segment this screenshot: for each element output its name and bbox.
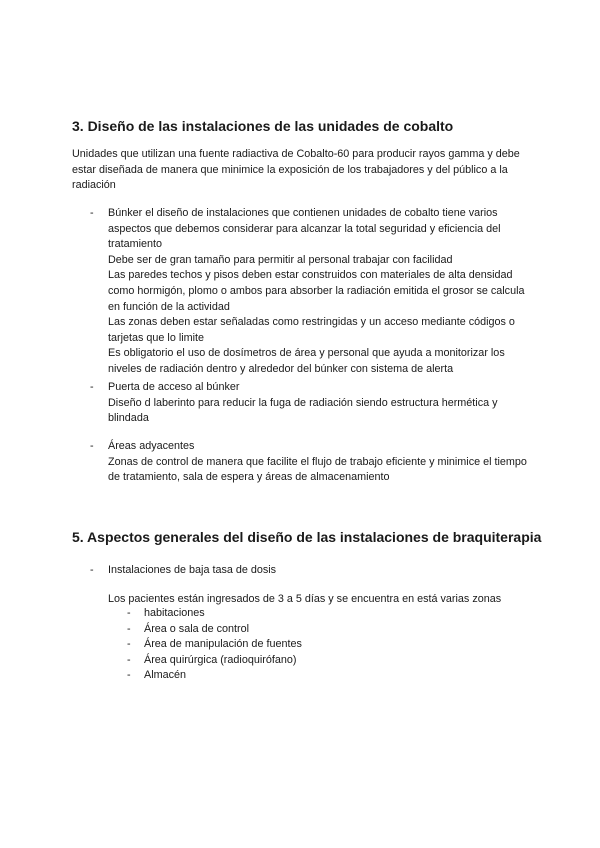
bunker-description: Búnker el diseño de instalaciones que contienen unidades de cobalto tiene varios aspectos que debemos considerar para alcanzar la total seguridad y eficiencia del tratamiento [108,207,501,251]
zone-label: Área quirúrgica (radioquirófano) [144,653,297,666]
bullet-marker: - [90,381,94,393]
bunker-walls-note: Las paredes techos y pisos deben estar construidos con materiales de alta densidad como hormigón, plomo o ambos para absorber la radiación emitida el grosor se calcula en función de la actividad [108,269,525,313]
zone-label: Almacén [144,669,187,682]
zone-label: habitaciones [144,607,205,619]
bullet-marker: - [127,622,131,635]
door-bullet-list [0,380,532,427]
list-item [0,637,544,653]
bullet-marker: - [90,564,94,576]
zone-label: Área de manipulación de fuentes [144,638,302,651]
list-item [0,668,544,684]
list-item [0,206,532,378]
low-dose-bullet-list [0,563,532,579]
list-item [0,622,544,638]
bullet-marker: - [127,638,131,651]
low-dose-heading: Instalaciones de baja tasa de dosis [108,564,277,576]
list-item [0,380,532,427]
bullet-marker: - [127,607,131,619]
bullet-marker: - [127,653,131,666]
adjacent-areas-bullet-list [0,439,532,486]
door-description: Diseño d laberinto para reducir la fuga de radiación siendo estructura hermética y blindada [108,396,498,425]
bunker-dosimeter-note: Es obligatorio el uso de dosímetros de área y personal que ayuda a monitorizar los niveles de radiación dentro y alrededor del búnker con sistema de alerta [108,347,505,375]
list-item [0,653,544,669]
list-item [0,606,544,622]
list-item [0,439,532,486]
adjacent-areas-description: Zonas de control de manera que facilite el flujo de trabajo eficiente y minimice el tiempo de tratamiento, sala de espera y áreas de almacenamiento [108,455,527,484]
bullet-marker: - [90,207,94,219]
section-3-intro: Unidades que utilizan una fuente radiactiva de Cobalto-60 para producir rayos gamma y debe estar diseñada de manera que minimice la exposición de los trabajadores y del público a la radiación [72,148,520,192]
section-3-heading: 3. Diseño de las instalaciones de las unidades de cobalto [72,118,454,134]
bunker-size-note: Debe ser de gran tamaño para permitir al personal trabajar con facilidad [108,253,453,266]
zones-list [0,606,544,684]
list-item [0,563,532,579]
bullet-marker: - [90,440,94,452]
adjacent-areas-heading: Áreas adyacentes [108,440,195,452]
bullet-marker: - [127,669,131,682]
section-5-heading: 5. Aspectos generales del diseño de las instalaciones de braquiterapia [72,529,542,545]
bunker-zones-note: Las zonas deben estar señaladas como restringidas y un acceso mediante códigos o tarjetas que lo limite [108,316,515,344]
patients-paragraph: Los pacientes están ingresados de 3 a 5 días y se encuentra en está varias zonas [108,593,502,605]
bunker-bullet-list [0,206,532,378]
door-heading: Puerta de acceso al búnker [108,381,240,393]
zone-label: Área o sala de control [144,622,250,635]
